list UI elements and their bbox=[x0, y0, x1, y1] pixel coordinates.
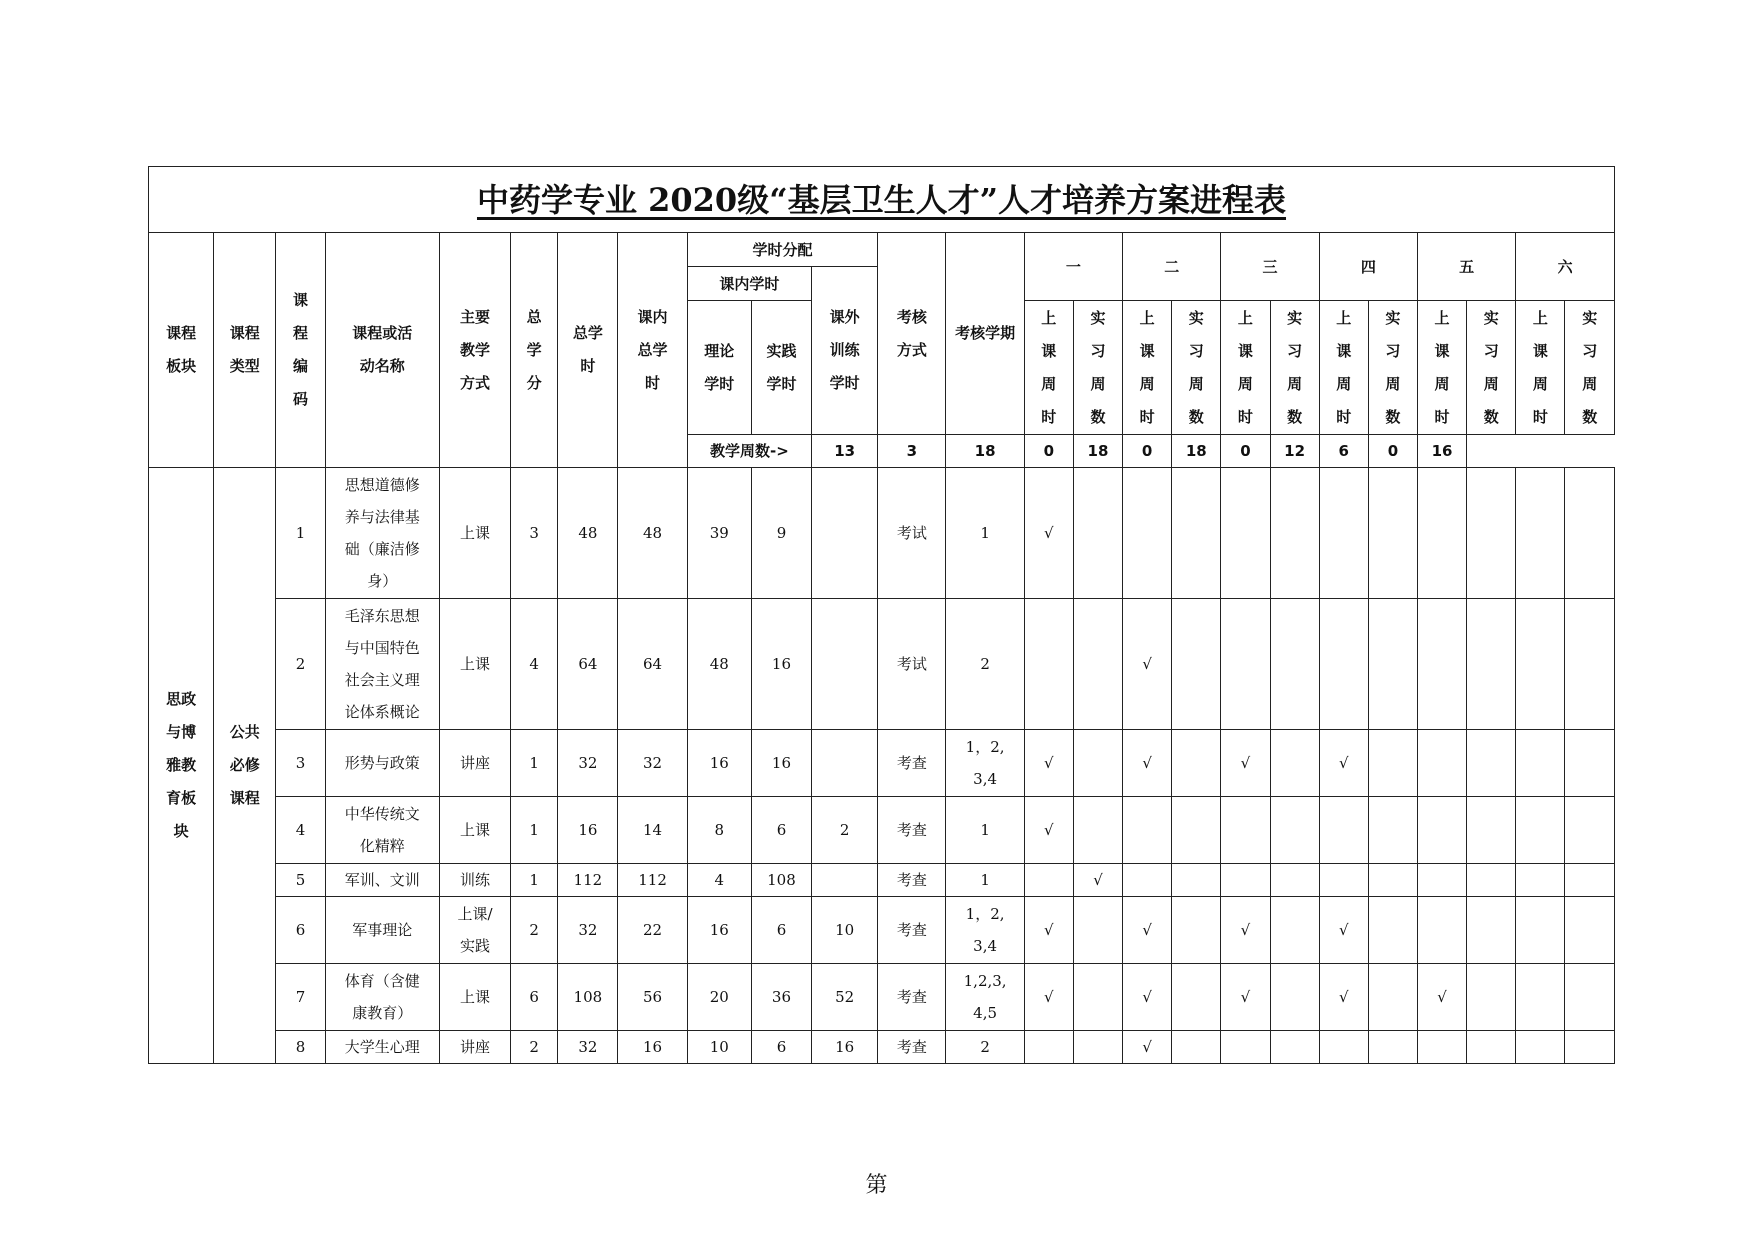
course-extra bbox=[812, 864, 878, 897]
course-term: 1 bbox=[946, 468, 1024, 599]
class-week-mark-sem2 bbox=[1123, 468, 1172, 599]
course-method: 上课/实践 bbox=[439, 897, 510, 964]
sem6-intern-week-header: 实习周数 bbox=[1565, 301, 1615, 435]
table-title: 中药学专业 2020级“基层卫生人才”人才培养方案进程表 bbox=[149, 167, 1615, 233]
intern-week-mark-sem1 bbox=[1073, 1031, 1122, 1064]
sem5-class-week-header: 上课周时 bbox=[1417, 301, 1466, 435]
sem2-class-week-header: 上课周时 bbox=[1123, 301, 1172, 435]
class-week-mark-sem3 bbox=[1221, 864, 1270, 897]
course-in-class: 56 bbox=[618, 964, 687, 1031]
intern-week-mark-sem3 bbox=[1270, 797, 1319, 864]
title-row bbox=[149, 167, 1615, 233]
course-total: 64 bbox=[558, 599, 618, 730]
course-in-class: 16 bbox=[618, 1031, 687, 1064]
course-exam: 考查 bbox=[878, 897, 946, 964]
class-week-mark-sem2 bbox=[1123, 797, 1172, 864]
course-practice: 6 bbox=[751, 1031, 811, 1064]
course-practice: 36 bbox=[751, 964, 811, 1031]
header-total-hours: 总学时 bbox=[558, 233, 618, 468]
course-method: 上课 bbox=[439, 797, 510, 864]
header-in-class-total: 课内总学时 bbox=[618, 233, 687, 468]
class-week-mark-sem4 bbox=[1319, 1031, 1368, 1064]
course-name: 大学生心理 bbox=[325, 1031, 439, 1064]
course-method: 上课 bbox=[439, 468, 510, 599]
course-term: 2 bbox=[946, 599, 1024, 730]
sem4-intern-weeks: 0 bbox=[1221, 435, 1270, 468]
sem5-intern-weeks: 6 bbox=[1319, 435, 1368, 468]
course-code: 2 bbox=[276, 599, 325, 730]
header-code: 课程编码 bbox=[276, 233, 325, 468]
header-type: 课程类型 bbox=[214, 233, 276, 468]
group-block-cell: 思政与博雅教育板块 bbox=[149, 468, 214, 1064]
intern-week-mark-sem4 bbox=[1368, 468, 1417, 599]
sem2-intern-week-header: 实习周数 bbox=[1172, 301, 1221, 435]
course-extra: 2 bbox=[812, 797, 878, 864]
course-total: 32 bbox=[558, 897, 618, 964]
course-extra: 52 bbox=[812, 964, 878, 1031]
course-term: 2 bbox=[946, 1031, 1024, 1064]
intern-week-mark-sem2 bbox=[1172, 897, 1221, 964]
sem3-class-week-header: 上课周时 bbox=[1221, 301, 1270, 435]
course-theory: 10 bbox=[687, 1031, 751, 1064]
course-exam: 考试 bbox=[878, 468, 946, 599]
class-week-mark-sem5 bbox=[1417, 864, 1466, 897]
class-week-mark-sem4 bbox=[1319, 468, 1368, 599]
course-credits: 2 bbox=[511, 897, 558, 964]
class-week-mark-sem2: √ bbox=[1123, 730, 1172, 797]
sem4-class-week-header: 上课周时 bbox=[1319, 301, 1368, 435]
intern-week-mark-sem3 bbox=[1270, 897, 1319, 964]
course-extra: 10 bbox=[812, 897, 878, 964]
class-week-mark-sem3 bbox=[1221, 1031, 1270, 1064]
class-week-mark-sem5 bbox=[1417, 730, 1466, 797]
course-code: 3 bbox=[276, 730, 325, 797]
course-theory: 4 bbox=[687, 864, 751, 897]
course-total: 112 bbox=[558, 864, 618, 897]
class-week-mark-sem3: √ bbox=[1221, 964, 1270, 1031]
class-week-mark-sem6 bbox=[1516, 468, 1565, 599]
class-week-mark-sem4: √ bbox=[1319, 964, 1368, 1031]
intern-week-mark-sem6 bbox=[1565, 864, 1615, 897]
header-row-1 bbox=[149, 233, 1615, 267]
table-row bbox=[149, 468, 1615, 599]
header-method: 主要教学方式 bbox=[439, 233, 510, 468]
header-exam-term: 考核学期 bbox=[946, 233, 1024, 435]
class-week-mark-sem2: √ bbox=[1123, 599, 1172, 730]
semester-5-header: 五 bbox=[1417, 233, 1515, 301]
sem6-class-week-header: 上课周时 bbox=[1516, 301, 1565, 435]
class-week-mark-sem3 bbox=[1221, 468, 1270, 599]
intern-week-mark-sem1 bbox=[1073, 730, 1122, 797]
class-week-mark-sem1: √ bbox=[1024, 730, 1073, 797]
intern-week-mark-sem4 bbox=[1368, 964, 1417, 1031]
intern-week-mark-sem1 bbox=[1073, 964, 1122, 1031]
semester-3-header: 三 bbox=[1221, 233, 1319, 301]
course-extra: 16 bbox=[812, 1031, 878, 1064]
course-term: 1,2,3,4,5 bbox=[946, 964, 1024, 1031]
course-practice: 16 bbox=[751, 599, 811, 730]
intern-week-mark-sem5 bbox=[1467, 897, 1516, 964]
sem1-class-week-header: 上课周时 bbox=[1024, 301, 1073, 435]
course-in-class: 22 bbox=[618, 897, 687, 964]
intern-week-mark-sem6 bbox=[1565, 468, 1615, 599]
sem4-intern-week-header: 实习周数 bbox=[1368, 301, 1417, 435]
sem2-class-weeks: 18 bbox=[946, 435, 1024, 468]
intern-week-mark-sem4 bbox=[1368, 730, 1417, 797]
course-theory: 20 bbox=[687, 964, 751, 1031]
sem5-intern-week-header: 实习周数 bbox=[1467, 301, 1516, 435]
intern-week-mark-sem2 bbox=[1172, 1031, 1221, 1064]
course-code: 1 bbox=[276, 468, 325, 599]
semester-4-header: 四 bbox=[1319, 233, 1417, 301]
sem1-intern-weeks: 3 bbox=[878, 435, 946, 468]
class-week-mark-sem5 bbox=[1417, 1031, 1466, 1064]
intern-week-mark-sem2 bbox=[1172, 730, 1221, 797]
class-week-mark-sem6 bbox=[1516, 1031, 1565, 1064]
course-method: 训练 bbox=[439, 864, 510, 897]
intern-week-mark-sem3 bbox=[1270, 1031, 1319, 1064]
course-practice: 16 bbox=[751, 730, 811, 797]
course-extra bbox=[812, 468, 878, 599]
course-practice: 6 bbox=[751, 897, 811, 964]
sem3-intern-weeks: 0 bbox=[1123, 435, 1172, 468]
group-type-cell: 公共必修课程 bbox=[214, 468, 276, 1064]
class-week-mark-sem2 bbox=[1123, 864, 1172, 897]
intern-week-mark-sem6 bbox=[1565, 599, 1615, 730]
course-theory: 48 bbox=[687, 599, 751, 730]
intern-week-mark-sem2 bbox=[1172, 864, 1221, 897]
course-exam: 考查 bbox=[878, 1031, 946, 1064]
course-in-class: 14 bbox=[618, 797, 687, 864]
class-week-mark-sem6 bbox=[1516, 730, 1565, 797]
intern-week-mark-sem2 bbox=[1172, 964, 1221, 1031]
class-week-mark-sem2: √ bbox=[1123, 1031, 1172, 1064]
course-name: 体育（含健康教育） bbox=[325, 964, 439, 1031]
intern-week-mark-sem3 bbox=[1270, 599, 1319, 730]
intern-week-mark-sem2 bbox=[1172, 797, 1221, 864]
class-week-mark-sem4 bbox=[1319, 864, 1368, 897]
course-exam: 考查 bbox=[878, 730, 946, 797]
course-code: 5 bbox=[276, 864, 325, 897]
teaching-weeks-label: 教学周数-> bbox=[687, 435, 811, 468]
intern-week-mark-sem4 bbox=[1368, 599, 1417, 730]
course-total: 32 bbox=[558, 1031, 618, 1064]
sem1-intern-week-header: 实习周数 bbox=[1073, 301, 1122, 435]
course-total: 32 bbox=[558, 730, 618, 797]
course-credits: 1 bbox=[511, 864, 558, 897]
header-practice: 实践学时 bbox=[751, 301, 811, 435]
class-week-mark-sem3 bbox=[1221, 797, 1270, 864]
header-name: 课程或活动名称 bbox=[325, 233, 439, 468]
intern-week-mark-sem5 bbox=[1467, 797, 1516, 864]
course-exam: 考试 bbox=[878, 599, 946, 730]
course-credits: 3 bbox=[511, 468, 558, 599]
course-code: 7 bbox=[276, 964, 325, 1031]
intern-week-mark-sem1: √ bbox=[1073, 864, 1122, 897]
course-term: 1 bbox=[946, 797, 1024, 864]
intern-week-mark-sem5 bbox=[1467, 468, 1516, 599]
table-row bbox=[149, 897, 1615, 964]
sem6-class-weeks: 0 bbox=[1368, 435, 1417, 468]
sem2-intern-weeks: 0 bbox=[1024, 435, 1073, 468]
intern-week-mark-sem1 bbox=[1073, 599, 1122, 730]
course-term: 1 bbox=[946, 864, 1024, 897]
intern-week-mark-sem5 bbox=[1467, 964, 1516, 1031]
class-week-mark-sem4: √ bbox=[1319, 730, 1368, 797]
class-week-mark-sem5 bbox=[1417, 468, 1466, 599]
course-name: 毛泽东思想与中国特色社会主义理论体系概论 bbox=[325, 599, 439, 730]
class-week-mark-sem6 bbox=[1516, 864, 1565, 897]
course-theory: 39 bbox=[687, 468, 751, 599]
class-week-mark-sem5: √ bbox=[1417, 964, 1466, 1031]
class-week-mark-sem1 bbox=[1024, 864, 1073, 897]
class-week-mark-sem6 bbox=[1516, 599, 1565, 730]
class-week-mark-sem6 bbox=[1516, 964, 1565, 1031]
intern-week-mark-sem4 bbox=[1368, 864, 1417, 897]
header-hours-dist: 学时分配 bbox=[687, 233, 878, 267]
class-week-mark-sem1: √ bbox=[1024, 468, 1073, 599]
course-code: 6 bbox=[276, 897, 325, 964]
header-extra: 课外训练学时 bbox=[812, 267, 878, 435]
intern-week-mark-sem1 bbox=[1073, 468, 1122, 599]
sem3-class-weeks: 18 bbox=[1073, 435, 1122, 468]
sem5-class-weeks: 12 bbox=[1270, 435, 1319, 468]
course-in-class: 48 bbox=[618, 468, 687, 599]
table-row bbox=[149, 797, 1615, 864]
intern-week-mark-sem5 bbox=[1467, 599, 1516, 730]
table-row bbox=[149, 730, 1615, 797]
class-week-mark-sem4: √ bbox=[1319, 897, 1368, 964]
class-week-mark-sem5 bbox=[1417, 897, 1466, 964]
course-in-class: 64 bbox=[618, 599, 687, 730]
page-footer: 第 bbox=[865, 1173, 888, 1198]
class-week-mark-sem5 bbox=[1417, 797, 1466, 864]
course-name: 军训、文训 bbox=[325, 864, 439, 897]
class-week-mark-sem3: √ bbox=[1221, 897, 1270, 964]
header-in-class-hours: 课内学时 bbox=[687, 267, 811, 301]
semester-1-header: 一 bbox=[1024, 233, 1122, 301]
semester-6-header: 六 bbox=[1516, 233, 1615, 301]
course-name: 中华传统文化精粹 bbox=[325, 797, 439, 864]
course-credits: 1 bbox=[511, 797, 558, 864]
intern-week-mark-sem6 bbox=[1565, 797, 1615, 864]
intern-week-mark-sem6 bbox=[1565, 964, 1615, 1031]
class-week-mark-sem5 bbox=[1417, 599, 1466, 730]
intern-week-mark-sem3 bbox=[1270, 864, 1319, 897]
intern-week-mark-sem4 bbox=[1368, 1031, 1417, 1064]
class-week-mark-sem2: √ bbox=[1123, 964, 1172, 1031]
course-credits: 4 bbox=[511, 599, 558, 730]
intern-week-mark-sem5 bbox=[1467, 864, 1516, 897]
course-method: 讲座 bbox=[439, 730, 510, 797]
intern-week-mark-sem2 bbox=[1172, 599, 1221, 730]
class-week-mark-sem4 bbox=[1319, 797, 1368, 864]
intern-week-mark-sem5 bbox=[1467, 1031, 1516, 1064]
course-theory: 16 bbox=[687, 730, 751, 797]
semester-2-header: 二 bbox=[1123, 233, 1221, 301]
sem6-intern-weeks: 16 bbox=[1417, 435, 1466, 468]
course-total: 108 bbox=[558, 964, 618, 1031]
course-exam: 考查 bbox=[878, 964, 946, 1031]
class-week-mark-sem4 bbox=[1319, 599, 1368, 730]
table-row bbox=[149, 1031, 1615, 1064]
header-credits: 总学分 bbox=[511, 233, 558, 468]
class-week-mark-sem3: √ bbox=[1221, 730, 1270, 797]
course-credits: 1 bbox=[511, 730, 558, 797]
intern-week-mark-sem3 bbox=[1270, 468, 1319, 599]
course-method: 上课 bbox=[439, 964, 510, 1031]
sem3-intern-week-header: 实习周数 bbox=[1270, 301, 1319, 435]
course-code: 8 bbox=[276, 1031, 325, 1064]
intern-week-mark-sem6 bbox=[1565, 897, 1615, 964]
course-name: 形势与政策 bbox=[325, 730, 439, 797]
intern-week-mark-sem4 bbox=[1368, 897, 1417, 964]
class-week-mark-sem1 bbox=[1024, 599, 1073, 730]
course-name: 军事理论 bbox=[325, 897, 439, 964]
course-in-class: 32 bbox=[618, 730, 687, 797]
class-week-mark-sem1: √ bbox=[1024, 897, 1073, 964]
header-block: 课程板块 bbox=[149, 233, 214, 468]
course-extra bbox=[812, 599, 878, 730]
course-practice: 108 bbox=[751, 864, 811, 897]
sem1-class-weeks: 13 bbox=[812, 435, 878, 468]
course-code: 4 bbox=[276, 797, 325, 864]
course-credits: 6 bbox=[511, 964, 558, 1031]
course-exam: 考查 bbox=[878, 797, 946, 864]
course-extra bbox=[812, 730, 878, 797]
class-week-mark-sem1: √ bbox=[1024, 964, 1073, 1031]
class-week-mark-sem6 bbox=[1516, 897, 1565, 964]
class-week-mark-sem1: √ bbox=[1024, 797, 1073, 864]
table-row bbox=[149, 964, 1615, 1031]
table-row bbox=[149, 864, 1615, 897]
course-total: 48 bbox=[558, 468, 618, 599]
course-method: 上课 bbox=[439, 599, 510, 730]
intern-week-mark-sem6 bbox=[1565, 1031, 1615, 1064]
course-exam: 考查 bbox=[878, 864, 946, 897]
class-week-mark-sem2: √ bbox=[1123, 897, 1172, 964]
course-theory: 16 bbox=[687, 897, 751, 964]
class-week-mark-sem6 bbox=[1516, 797, 1565, 864]
course-term: 1，2,3,4 bbox=[946, 897, 1024, 964]
header-exam-method: 考核方式 bbox=[878, 233, 946, 435]
intern-week-mark-sem5 bbox=[1467, 730, 1516, 797]
curriculum-table bbox=[148, 166, 1615, 1064]
class-week-mark-sem1 bbox=[1024, 1031, 1073, 1064]
course-total: 16 bbox=[558, 797, 618, 864]
intern-week-mark-sem1 bbox=[1073, 797, 1122, 864]
class-week-mark-sem3 bbox=[1221, 599, 1270, 730]
sem4-class-weeks: 18 bbox=[1172, 435, 1221, 468]
intern-week-mark-sem2 bbox=[1172, 468, 1221, 599]
course-method: 讲座 bbox=[439, 1031, 510, 1064]
course-credits: 2 bbox=[511, 1031, 558, 1064]
course-practice: 6 bbox=[751, 797, 811, 864]
course-term: 1，2,3,4 bbox=[946, 730, 1024, 797]
header-theory: 理论学时 bbox=[687, 301, 751, 435]
intern-week-mark-sem1 bbox=[1073, 897, 1122, 964]
intern-week-mark-sem4 bbox=[1368, 797, 1417, 864]
table-row bbox=[149, 599, 1615, 730]
course-theory: 8 bbox=[687, 797, 751, 864]
course-in-class: 112 bbox=[618, 864, 687, 897]
intern-week-mark-sem6 bbox=[1565, 730, 1615, 797]
intern-week-mark-sem3 bbox=[1270, 964, 1319, 1031]
course-practice: 9 bbox=[751, 468, 811, 599]
intern-week-mark-sem3 bbox=[1270, 730, 1319, 797]
course-name: 思想道德修养与法律基础（廉洁修身） bbox=[325, 468, 439, 599]
